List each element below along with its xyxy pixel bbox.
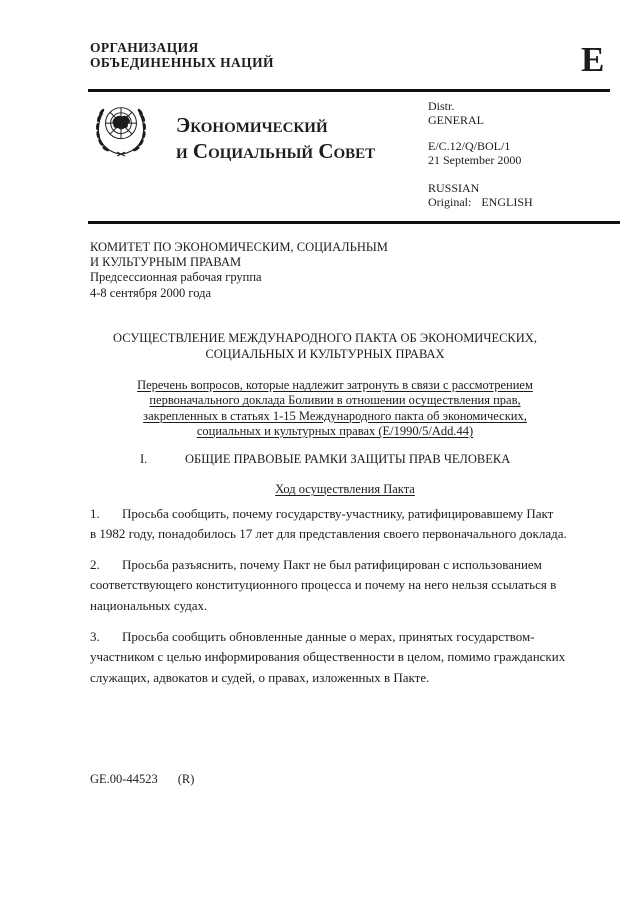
paragraph-2-number: 2.: [90, 557, 100, 572]
divider-rule: [88, 221, 620, 224]
paragraph-3-text: Просьба сообщить обновленные данные о мерах, принятых государством-: [122, 629, 535, 644]
original-label: Original:: [428, 194, 472, 209]
subtitle-line-4: социальных и культурных правах (E/1990/5/Add.44): [196, 423, 474, 438]
paragraph-3-number: 3.: [90, 629, 100, 644]
paragraph-3-line-1: [90, 627, 580, 647]
paragraph-2-text: Просьба разъяснить, почему Пакт не был ратифицирован с использованием: [122, 557, 542, 572]
paragraph-3-line-3: служащих, адвокатов и судей, о правах, изложенных в Пакте.: [90, 669, 430, 685]
symbol-block: [428, 140, 521, 167]
doc-symbol: E/C.12/Q/BOL/1: [428, 139, 511, 153]
document-title: [85, 331, 565, 362]
paragraph-2-line-1: [90, 555, 580, 575]
council-line-2: и Социальный Совет: [176, 139, 376, 163]
council-line-1: Экономический: [176, 113, 328, 137]
committee-line-1: КОМИТЕТ ПО ЭКОНОМИЧЕСКИМ, СОЦИАЛЬНЫМ: [90, 240, 388, 254]
paragraph-3: [90, 627, 580, 688]
section-subheading-text: Ход осуществления Пакта: [275, 482, 415, 496]
document-subtitle: [95, 378, 575, 439]
council-name: [176, 112, 375, 164]
paragraph-3-line-2: участником с целью информирования общественности в целом, помимо гражданских: [90, 649, 566, 665]
language-block: [428, 182, 533, 209]
subtitle-line-3: закрепленных в статьях 1-15 Международного пакта об экономических,: [143, 408, 527, 423]
org-line-2: ОБЪЕДИНЕННЫХ НАЦИЙ: [90, 55, 274, 70]
paragraph-2: [90, 555, 580, 616]
paragraph-1-text: Просьба сообщить, почему государству-участнику, ратифицировавшему Пакт: [122, 506, 554, 521]
section-heading: [140, 452, 510, 467]
paragraph-1: [90, 504, 580, 545]
committee-line-2: И КУЛЬТУРНЫМ ПРАВАМ: [90, 255, 242, 270]
un-org-name: [90, 40, 274, 70]
distr-value: GENERAL: [428, 112, 484, 127]
language-mark: (R): [177, 772, 195, 786]
section-numeral: I.: [140, 452, 148, 466]
working-group-line: Предсессионная рабочая группа: [90, 270, 262, 285]
title-line-1: ОСУЩЕСТВЛЕНИЕ МЕЖДУНАРОДНОГО ПАКТА ОБ ЭКОНОМИЧЕСКИХ,: [113, 331, 537, 345]
distribution-block: [428, 100, 484, 127]
document-series-letter: E: [581, 40, 605, 79]
title-line-2: СОЦИАЛЬНЫХ И КУЛЬТУРНЫХ ПРАВАХ: [205, 346, 445, 361]
un-emblem-icon: [92, 99, 150, 157]
distr-label: Distr.: [428, 99, 455, 113]
paragraph-1-line-1: [90, 504, 580, 524]
subtitle-line-1: Перечень вопросов, которые надлежит затронуть в связи с рассмотрением: [137, 378, 533, 392]
header-rule: [88, 89, 610, 92]
doc-date: 21 September 2000: [428, 152, 522, 167]
section-heading-text: ОБЩИЕ ПРАВОВЫЕ РАМКИ ЗАЩИТЫ ПРАВ ЧЕЛОВЕКА: [185, 452, 511, 466]
session-dates-line: 4-8 сентября 2000 года: [90, 285, 211, 300]
original-value: ENGLISH: [481, 194, 533, 209]
org-line-1: ОРГАНИЗАЦИЯ: [90, 40, 199, 55]
committee-block: [90, 240, 388, 301]
paragraph-1-line-2: в 1982 году, понадобилось 17 лет для представления своего первоначального доклада.: [90, 526, 567, 542]
paragraph-2-line-2: соответствующего конституционного процесса и почему на него нельзя ссылаться в: [90, 577, 557, 593]
footer-reference: [90, 772, 194, 787]
subtitle-line-2: первоначального доклада Боливии в отношении осуществления прав,: [149, 393, 521, 408]
doc-language: RUSSIAN: [428, 181, 480, 195]
paragraph-1-number: 1.: [90, 506, 100, 521]
original-language-line: [428, 196, 533, 210]
section-subheading: [105, 482, 585, 497]
paragraph-2-line-3: национальных судах.: [90, 597, 208, 613]
ge-reference: GE.00-44523: [90, 772, 158, 786]
